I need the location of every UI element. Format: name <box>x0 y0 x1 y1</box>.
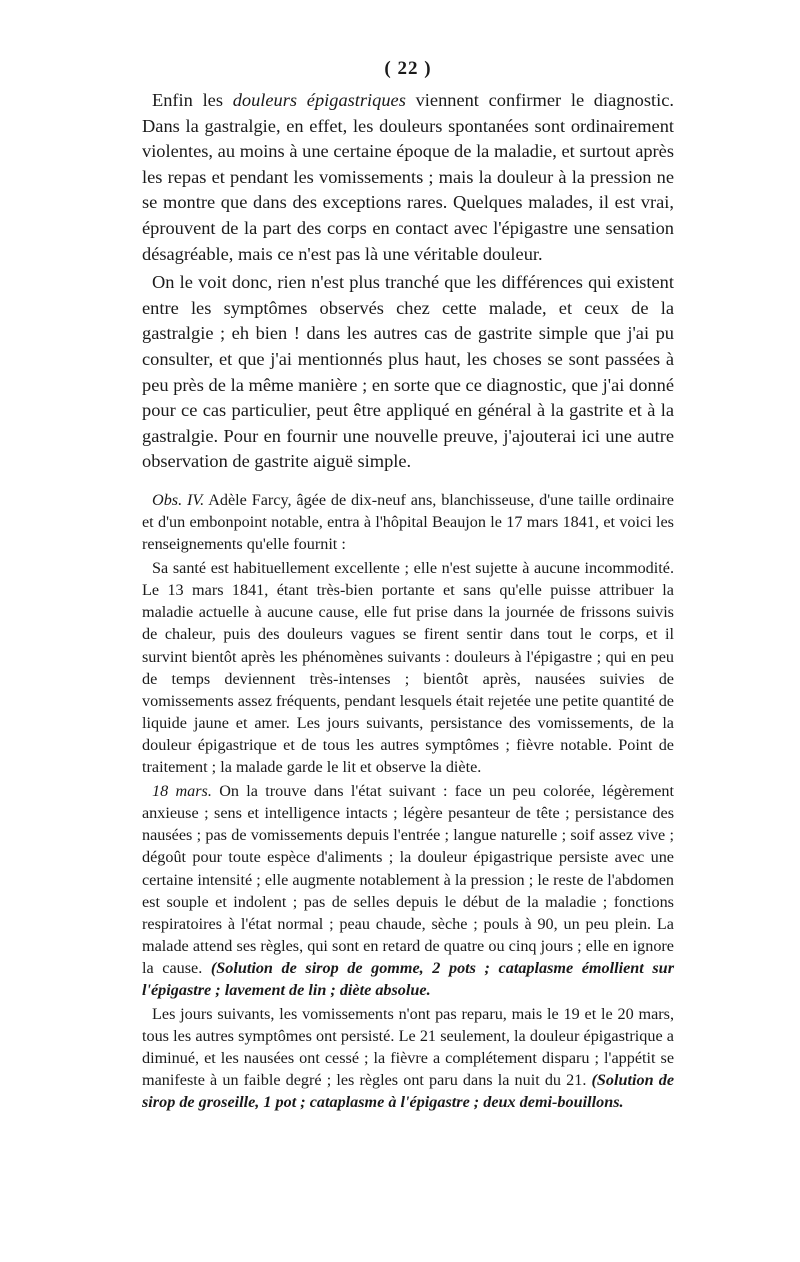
paragraph-diagnostic <box>142 88 674 267</box>
paragraph-text: viennent confirmer le diagnostic. Dans la gastralgie, en effet, les douleurs spontanées sont ordinairement violentes, au moins à une certaine époque de la maladie, et surtout après les repas et pendant les vomissements ; mais la douleur à la pression ne se montre que dans des exceptions rares. Quelques malades, il est vrai, éprouvent de la part des corps en contact avec l'épigastre une sensation désagréable, mais ce n'est pas là une véritable douleur. <box>142 90 675 264</box>
prescription-text: (Solution de sirop de gomme, 2 pots ; cataplasme émollient sur l'épigastre ; lavement de lin ; diète absolue. <box>142 958 674 999</box>
paragraph-text: On la trouve dans l'état suivant : face un peu colorée, légèrement anxieuse ; sens et intelligence intacts ; légère pesanteur de tête ; persistance des nausées ; pas de vomissements depuis l'entrée ; langue naturelle ; soif assez vive ; dégoût pour toute espèce d'aliments ; la douleur épigastrique persiste avec une certaine intensité ; elle augmente notablement à la pression ; le reste de l'abdomen est souple et indolent ; pas de selles depuis le début de la maladie ; fonctions respiratoires à l'état normal ; peau chaude, sèche ; pouls à 90, un peu plein. La malade attend ses règles, qui sont en retard de quatre ou cinq jours ; elle en ignore la cause. <box>142 782 674 977</box>
paragraph-history <box>142 557 674 778</box>
document-page <box>142 58 674 1114</box>
paragraph-march-18 <box>142 780 674 1001</box>
paragraph-text: On le voit donc, rien n'est plus tranché que les différences qui existent entre les symptômes observés chez cette malade, et ceux de la gastralgie ; eh bien ! dans les autres cas de gastrite simple que j'ai pu consulter, et que j'ai mentionnés plus haut, les choses se sont passées à peu près de la même manière ; en sorte que ce diagnostic, que j'ai donné pour ce cas particulier, peut être appliqué en général à la gastrite et à la gastralgie. Pour en fournir une nouvelle preuve, j'ajouterai ici une autre observation de gastrite aiguë simple. <box>142 272 674 472</box>
page-number: ( 22 ) <box>384 58 432 79</box>
paragraph-text: Enfin les <box>152 90 233 110</box>
prescription-text: (Solution de sirop de groseille, 1 pot ; cataplasme à l'épigastre ; deux demi-bouillons. <box>142 1071 674 1112</box>
main-text <box>142 88 674 475</box>
paragraph-text: Sa santé est habituellement excellente ; elle n'est sujette à aucune incommodité. Le 13 mars 1841, étant très-bien portante et sans qu'elle puisse attribuer la maladie actuelle à aucune cause, elle fut prise dans la journée de frissons suivis de chaleur, puis des douleurs vagues se firent sentir dans tout le corps, et il survint bientôt après les phénomènes suivants : douleurs à l'épigastre ; qui en peu de temps deviennent très-intenses ; bientôt après, nausées suivies de vomissements assez fréquents, pendant lesquels était rejetée une petite quantité de liquide jaune et amer. Les jours suivants, persistance des vomissements, de la douleur épigastrique et de tous les autres symptômes ; fièvre notable. Point de traitement ; la malade garde le lit et observe la diète. <box>142 559 674 777</box>
emphasis-text: douleurs épigastriques <box>232 90 406 110</box>
paragraph-text: Les jours suivants, les vomissements n'ont pas reparu, mais le 19 et le 20 mars, tous les autres symptômes ont persisté. Le 21 seulement, la douleur épigastrique a diminué, et les nausées ont cessé ; la fièvre a complétement disparu ; l'appétit se manifeste à un faible degré ; les règles ont paru dans la nuit du 21. <box>142 1005 674 1090</box>
paragraph-following-days <box>142 1003 674 1113</box>
observation-label: Obs. IV. <box>152 490 205 509</box>
paragraph-comparison <box>142 270 674 475</box>
date-label: 18 mars. <box>152 782 212 801</box>
observation-section <box>142 489 674 1114</box>
paragraph-text: Adèle Farcy, âgée de dix-neuf ans, blanchisseuse, d'une taille ordinaire et d'un embonpoint notable, entra à l'hôpital Beaujon le 17 mars 1841, et voici les renseignements qu'elle fournit : <box>142 490 674 554</box>
observation-intro <box>142 489 674 555</box>
